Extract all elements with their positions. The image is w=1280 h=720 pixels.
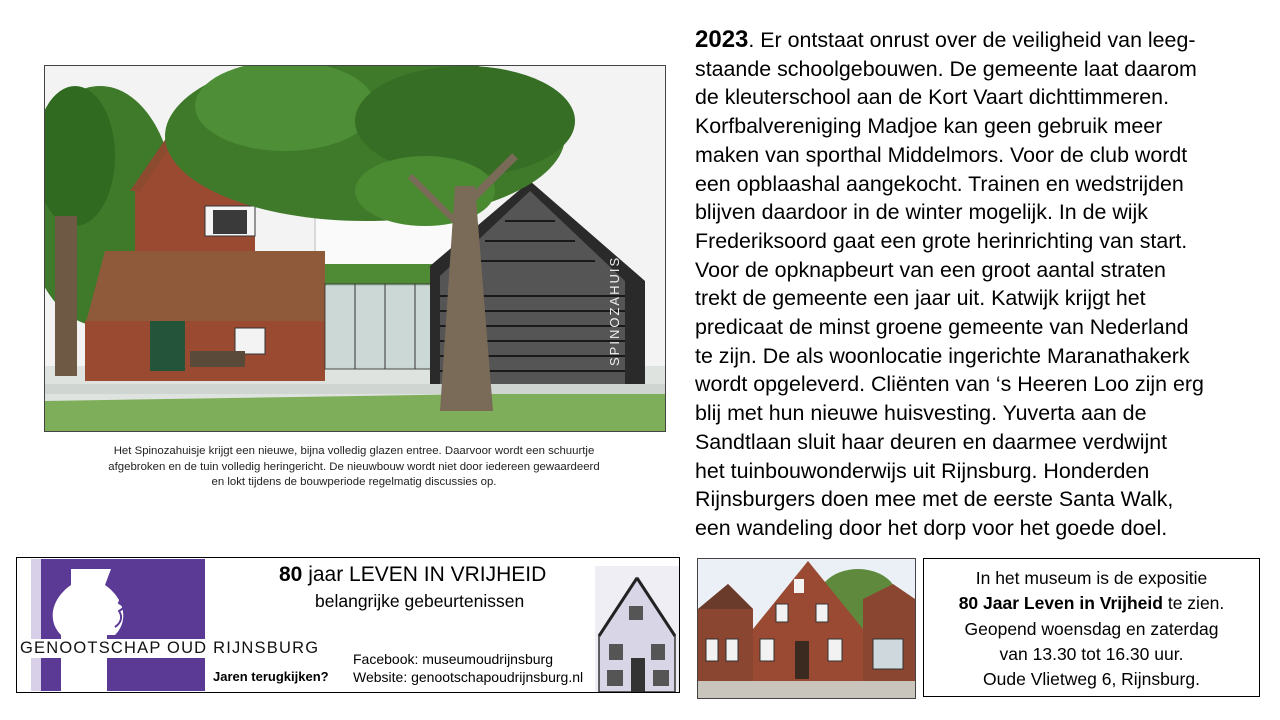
info-line: In het museum is de expositie <box>975 568 1208 588</box>
facebook-link[interactable]: Facebook: museumoudrijnsburg <box>353 651 553 667</box>
house-sketch-icon <box>595 566 679 692</box>
history-line: predicaat de minst groene gemeente van Nederland <box>695 315 1189 340</box>
banner-title-number: 80 <box>279 563 303 586</box>
info-address: Oude Vlietweg 6, Rijnsburg. <box>983 669 1200 690</box>
caption-line: en lokt tijdens de bouwperiode regelmatig discussies op. <box>211 476 497 489</box>
society-logo <box>41 559 205 691</box>
history-line: het tuinbouwonderwijs uit Rijnsburg. Honderden <box>695 458 1150 483</box>
spinozahuis-illustration <box>44 65 666 432</box>
history-line: een wandeling door het dorp voor het goede doel. <box>695 515 1168 540</box>
bottom-banner <box>16 557 680 693</box>
history-line: blijven daardoor in de winter mogelijk. In de wijk <box>695 200 1148 225</box>
history-line: trekt de gemeente een jaar uit. Katwijk krijgt het <box>695 286 1146 311</box>
jaren-terugkijken-text: Jaren terugkijken? <box>213 669 329 684</box>
history-line: wordt opgeleverd. Cliënten van ‘s Heeren Loo zijn erg <box>695 372 1204 397</box>
history-line: te zijn. De als woonlocatie ingerichte Maranathakerk <box>695 343 1190 368</box>
history-line: . Er ontstaat onrust over de veiligheid van leeg- <box>748 28 1196 52</box>
history-year: 2023 <box>695 26 749 53</box>
history-line: Voor de opknapbeurt van een groot aantal straten <box>695 257 1166 282</box>
history-line: maken van sporthal Middelmors. Voor de club wordt <box>695 142 1188 167</box>
info-line <box>924 591 1259 616</box>
vase-face-icon <box>41 559 205 691</box>
history-line: Frederiksoord gaat een grote herinrichting van start. <box>695 228 1188 253</box>
history-first-line <box>695 26 1275 55</box>
info-line: van 13.30 tot 16.30 uur. <box>999 643 1184 664</box>
banner-title <box>279 563 546 587</box>
museum-photo <box>697 558 916 699</box>
logo-text: GENOOTSCHAP OUD RIJNSBURG <box>17 639 323 658</box>
banner-subtitle: belangrijke gebeurtenissen <box>315 591 525 611</box>
history-line: staande schoolgebouwen. De gemeente laat daarom <box>695 56 1197 81</box>
building-sign: SPINOZAHUIS <box>607 255 622 366</box>
history-line: de kleuterschool aan de Kort Vaart dichttimmeren. <box>695 85 1170 110</box>
illustration-caption <box>44 444 664 491</box>
history-line: blij met hun nieuwe huisvesting. Yuverta aan de <box>695 401 1147 426</box>
exhibition-info-box <box>923 558 1260 697</box>
history-line: Rijnsburgers doen mee met de eerste Santa Walk, <box>695 487 1174 512</box>
history-paragraph <box>695 26 1275 543</box>
website-link[interactable]: Website: genootschapoudrijnsburg.nl <box>353 669 584 685</box>
info-line-rest: te zien. <box>1162 593 1225 614</box>
caption-line: afgebroken en de tuin volledig heringericht. De nieuwbouw wordt niet door iedereen gewaardeerd <box>108 460 600 473</box>
history-line: een opblaashal aangekocht. Trainen en wedstrijden <box>695 171 1184 196</box>
history-line: Korfbalvereniging Madjoe kan geen gebruik meer <box>695 114 1163 139</box>
logo-stripe <box>31 559 41 691</box>
exhibition-title: 80 Jaar Leven in Vrijheid <box>958 593 1163 614</box>
history-line: Sandtlaan sluit haar deuren en daarmee verdwijnt <box>695 429 1168 454</box>
caption-line: Het Spinozahuisje krijgt een nieuwe, bijna volledig glazen entree. Daarvoor wordt een schuurtje <box>113 445 595 457</box>
banner-title-text: jaar LEVEN IN VRIJHEID <box>302 563 547 586</box>
info-line: Geopend woensdag en zaterdag <box>964 618 1219 639</box>
